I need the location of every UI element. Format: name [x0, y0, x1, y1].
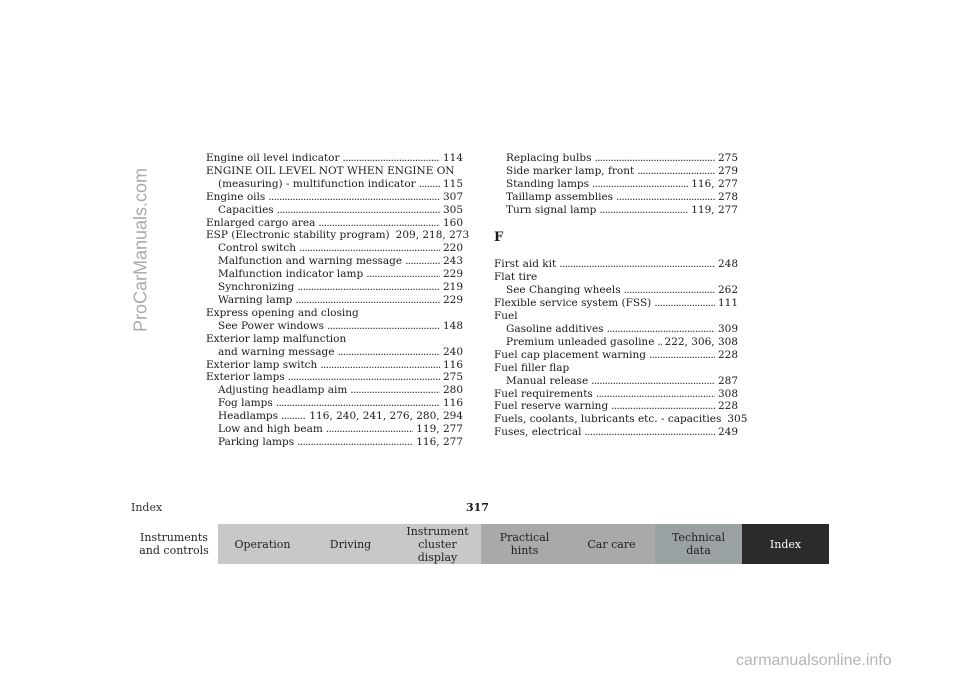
- index-entry-label: Malfunction indicator lamp: [218, 268, 364, 281]
- index-entry-page: 160: [442, 216, 463, 229]
- chapter-tab-label: Driving: [329, 537, 372, 551]
- index-entry-label: Manual release: [506, 374, 589, 387]
- index-entry-label: Enlarged cargo area: [206, 216, 316, 229]
- section-letter: F: [494, 229, 504, 245]
- page-number: 317: [466, 501, 489, 514]
- index-entry-label: and warning message: [218, 345, 335, 358]
- dot-leader: [337, 346, 440, 359]
- dot-leader: [318, 217, 440, 230]
- index-entry-label: Warning lamp: [218, 293, 293, 306]
- index-entry-label: Standing lamps: [506, 177, 590, 190]
- chapter-tab[interactable]: [130, 524, 218, 564]
- index-entry-page: 278: [717, 190, 738, 203]
- index-entry-label: ESP (Electronic stability program): [206, 229, 390, 242]
- dot-leader: [611, 400, 715, 413]
- index-entry-page: 116: [442, 397, 463, 410]
- index-entry-label: Fuels, coolants, lubricants etc. - capacities: [494, 413, 722, 426]
- index-entry-label: Replacing bulbs: [506, 152, 592, 164]
- index-entry-heading: Flat tire: [494, 271, 538, 284]
- index-entry-label: Engine oil level indicator: [206, 152, 340, 164]
- chapter-tab[interactable]: [742, 524, 829, 564]
- index-entry-heading: Express opening and closing: [206, 306, 359, 319]
- index-entry-page: 119, 277: [691, 203, 738, 216]
- index-entry[interactable]: [494, 165, 738, 178]
- index-entry[interactable]: [494, 375, 738, 388]
- index-entry-page: 305: [727, 413, 748, 426]
- index-entry[interactable]: [206, 294, 463, 307]
- dot-leader: [607, 323, 715, 336]
- index-entry[interactable]: [494, 204, 738, 217]
- index-entry-page: 275: [717, 152, 738, 164]
- index-entry-page: 229: [442, 293, 463, 306]
- index-entry[interactable]: [494, 258, 738, 271]
- dot-leader: [277, 204, 440, 217]
- chapter-tab-bar: [130, 524, 829, 564]
- index-entry[interactable]: [494, 388, 738, 401]
- index-entry-page: 148: [442, 319, 463, 332]
- index-entry[interactable]: [206, 152, 463, 165]
- index-column-left: [206, 152, 470, 449]
- index-entry-page: 219: [442, 281, 463, 294]
- dot-leader: [616, 191, 715, 204]
- dot-leader: [599, 204, 688, 217]
- index-entry[interactable]: [494, 413, 748, 426]
- index-entry[interactable]: [206, 191, 463, 204]
- index-entry-label: Parking lamps: [218, 435, 295, 448]
- dot-leader: [276, 397, 440, 410]
- index-entry-label: Exterior lamps: [206, 371, 285, 384]
- index-entry-page: 228: [717, 348, 738, 361]
- index-entry-heading: Fuel: [494, 310, 518, 323]
- chapter-tab[interactable]: [307, 524, 394, 564]
- dot-leader: [592, 178, 688, 191]
- dot-leader: [594, 152, 714, 165]
- chapter-tab[interactable]: [218, 524, 307, 564]
- chapter-tab-label: Instruments and controls: [139, 531, 209, 557]
- index-column-right: [494, 152, 748, 439]
- index-entry[interactable]: [494, 297, 738, 310]
- index-entry-label: Capacities: [218, 203, 274, 216]
- index-entry[interactable]: [206, 217, 463, 230]
- index-entry-page: 119, 277: [416, 423, 463, 436]
- index-entry-label: Engine oils: [206, 190, 266, 203]
- brand-watermark: carmanualsonline.info: [736, 652, 892, 669]
- index-entry-label: Synchronizing: [218, 281, 295, 294]
- index-entry-page: 240: [442, 345, 463, 358]
- dot-leader: [327, 320, 440, 333]
- dot-leader: [591, 375, 715, 388]
- chapter-tab-label: Instrument cluster display: [406, 524, 469, 564]
- index-entry[interactable]: [494, 349, 738, 362]
- dot-leader: [343, 152, 440, 165]
- index-entry-page: 249: [717, 426, 738, 439]
- index-entry-label: Malfunction and warning message: [218, 255, 403, 268]
- index-entry-page: 115: [442, 177, 463, 190]
- index-entry-page: 116, 277: [416, 435, 463, 448]
- index-entry-label: Fuel requirements: [494, 387, 593, 400]
- dot-leader: [295, 294, 440, 307]
- chapter-tab[interactable]: [394, 524, 481, 564]
- index-entry-page: 111: [717, 297, 738, 310]
- index-entry-label: Premium unleaded gasoline: [506, 335, 655, 348]
- index-entry-page: 309: [717, 322, 738, 335]
- index-entry-label: Fog lamps: [218, 397, 273, 410]
- dot-leader: [649, 349, 715, 362]
- index-entry[interactable]: [494, 178, 738, 191]
- chapter-tab-label: Car care: [587, 537, 636, 551]
- index-entry[interactable]: [494, 284, 738, 297]
- index-entry-heading: Fuel filler flap: [494, 361, 570, 374]
- chapter-tab[interactable]: [568, 524, 655, 564]
- index-entry[interactable]: [494, 323, 738, 336]
- index-entry-label: Taillamp assemblies: [506, 190, 614, 203]
- index-entry[interactable]: [206, 229, 470, 242]
- index-entry-page: 222, 306, 308: [664, 335, 738, 348]
- dot-leader: [584, 426, 714, 439]
- index-entry[interactable]: [206, 204, 463, 217]
- index-entry-page: 114: [442, 152, 463, 164]
- index-entry[interactable]: [206, 371, 463, 384]
- chapter-tab[interactable]: [481, 524, 568, 564]
- index-entry-page: 228: [717, 400, 738, 413]
- dot-leader: [297, 281, 440, 294]
- index-entry-heading: Exterior lamp malfunction: [206, 332, 347, 345]
- index-entry-label: Control switch: [218, 242, 296, 255]
- index-entry[interactable]: [206, 242, 463, 255]
- index-entry-label: Headlamps: [218, 410, 279, 423]
- dot-leader: [350, 384, 440, 397]
- index-entry-label: Fuses, electrical: [494, 426, 582, 439]
- chapter-tab-label: Index: [769, 537, 802, 551]
- index-entry-label: See Changing wheels: [506, 284, 621, 297]
- dot-leader: [320, 359, 440, 372]
- dot-leader: [299, 242, 440, 255]
- dot-leader: [326, 423, 413, 436]
- index-entry-page: 220: [442, 242, 463, 255]
- index-entry[interactable]: [206, 320, 463, 333]
- dot-leader: [654, 297, 715, 310]
- index-entry-label: First aid kit: [494, 258, 557, 271]
- dot-leader: [637, 165, 715, 178]
- index-entry[interactable]: [494, 336, 738, 349]
- chapter-tab-label: Technical data: [671, 531, 726, 557]
- index-entry-label: Side marker lamp, front: [506, 164, 635, 177]
- index-entry-page: 248: [717, 258, 738, 271]
- index-entry-page: 287: [717, 374, 738, 387]
- index-entry-label: Gasoline additives: [506, 322, 604, 335]
- index-entry-page: 262: [717, 284, 738, 297]
- index-entry[interactable]: [206, 281, 463, 294]
- index-entry[interactable]: [206, 268, 463, 281]
- index-entry-page: 305: [442, 203, 463, 216]
- dot-leader: [596, 388, 715, 401]
- index-entry-page: 279: [717, 164, 738, 177]
- dot-leader: [288, 371, 440, 384]
- index-entry-label: Fuel cap placement warning: [494, 348, 646, 361]
- chapter-tab[interactable]: [655, 524, 742, 564]
- index-entry[interactable]: [206, 423, 463, 436]
- index-entry[interactable]: [206, 346, 463, 359]
- footer-section-label: Index: [131, 501, 163, 514]
- index-entry[interactable]: [494, 426, 738, 439]
- index-entry[interactable]: [494, 191, 738, 204]
- side-watermark: ProCarManuals.com: [130, 167, 151, 333]
- index-entry[interactable]: [206, 410, 463, 423]
- dot-leader: [419, 178, 440, 191]
- index-entry-label: (measuring) - multifunction indicator: [218, 177, 416, 190]
- index-entry[interactable]: [206, 255, 463, 268]
- index-entry-page: 275: [442, 371, 463, 384]
- index-entry-page: 307: [442, 190, 463, 203]
- index-entry-page: 116: [442, 358, 463, 371]
- chapter-tab-label: Practical hints: [499, 531, 550, 557]
- index-entry[interactable]: [206, 178, 463, 191]
- index-entry-label: See Power windows: [218, 319, 325, 332]
- dot-leader: [624, 284, 715, 297]
- index-entry[interactable]: [206, 436, 463, 449]
- index-entry-label: Exterior lamp switch: [206, 358, 318, 371]
- dot-leader: [297, 436, 413, 449]
- index-entry[interactable]: [206, 359, 463, 372]
- index-entry-page: 308: [717, 387, 738, 400]
- index-entry-page: 229: [442, 268, 463, 281]
- index-entry-label: Flexible service system (FSS): [494, 297, 652, 310]
- dot-leader: [405, 255, 440, 268]
- index-entry[interactable]: [494, 152, 738, 165]
- index-entry[interactable]: [206, 397, 463, 410]
- dot-leader: [281, 410, 306, 423]
- dot-leader: [268, 191, 440, 204]
- index-entry-page: 280: [442, 384, 463, 397]
- index-entry-label: Fuel reserve warning: [494, 400, 609, 413]
- dot-leader: [657, 336, 661, 349]
- index-entry-page: 243: [442, 255, 463, 268]
- index-entry-heading: ENGINE OIL LEVEL NOT WHEN ENGINE ON: [206, 164, 455, 177]
- index-entry-label: Low and high beam: [218, 423, 323, 436]
- index-entry-page: 116, 277: [691, 177, 738, 190]
- chapter-tab-label: Operation: [234, 537, 291, 551]
- index-entry[interactable]: [494, 400, 738, 413]
- index-entry-label: Turn signal lamp: [506, 203, 597, 216]
- index-entry-page: 116, 240, 241, 276, 280, 294: [309, 410, 463, 423]
- index-entry-label: Adjusting headlamp aim: [218, 384, 348, 397]
- index-entry-page: 209, 218, 273: [395, 229, 470, 242]
- dot-leader: [559, 258, 715, 271]
- index-entry[interactable]: [206, 384, 463, 397]
- dot-leader: [366, 268, 440, 281]
